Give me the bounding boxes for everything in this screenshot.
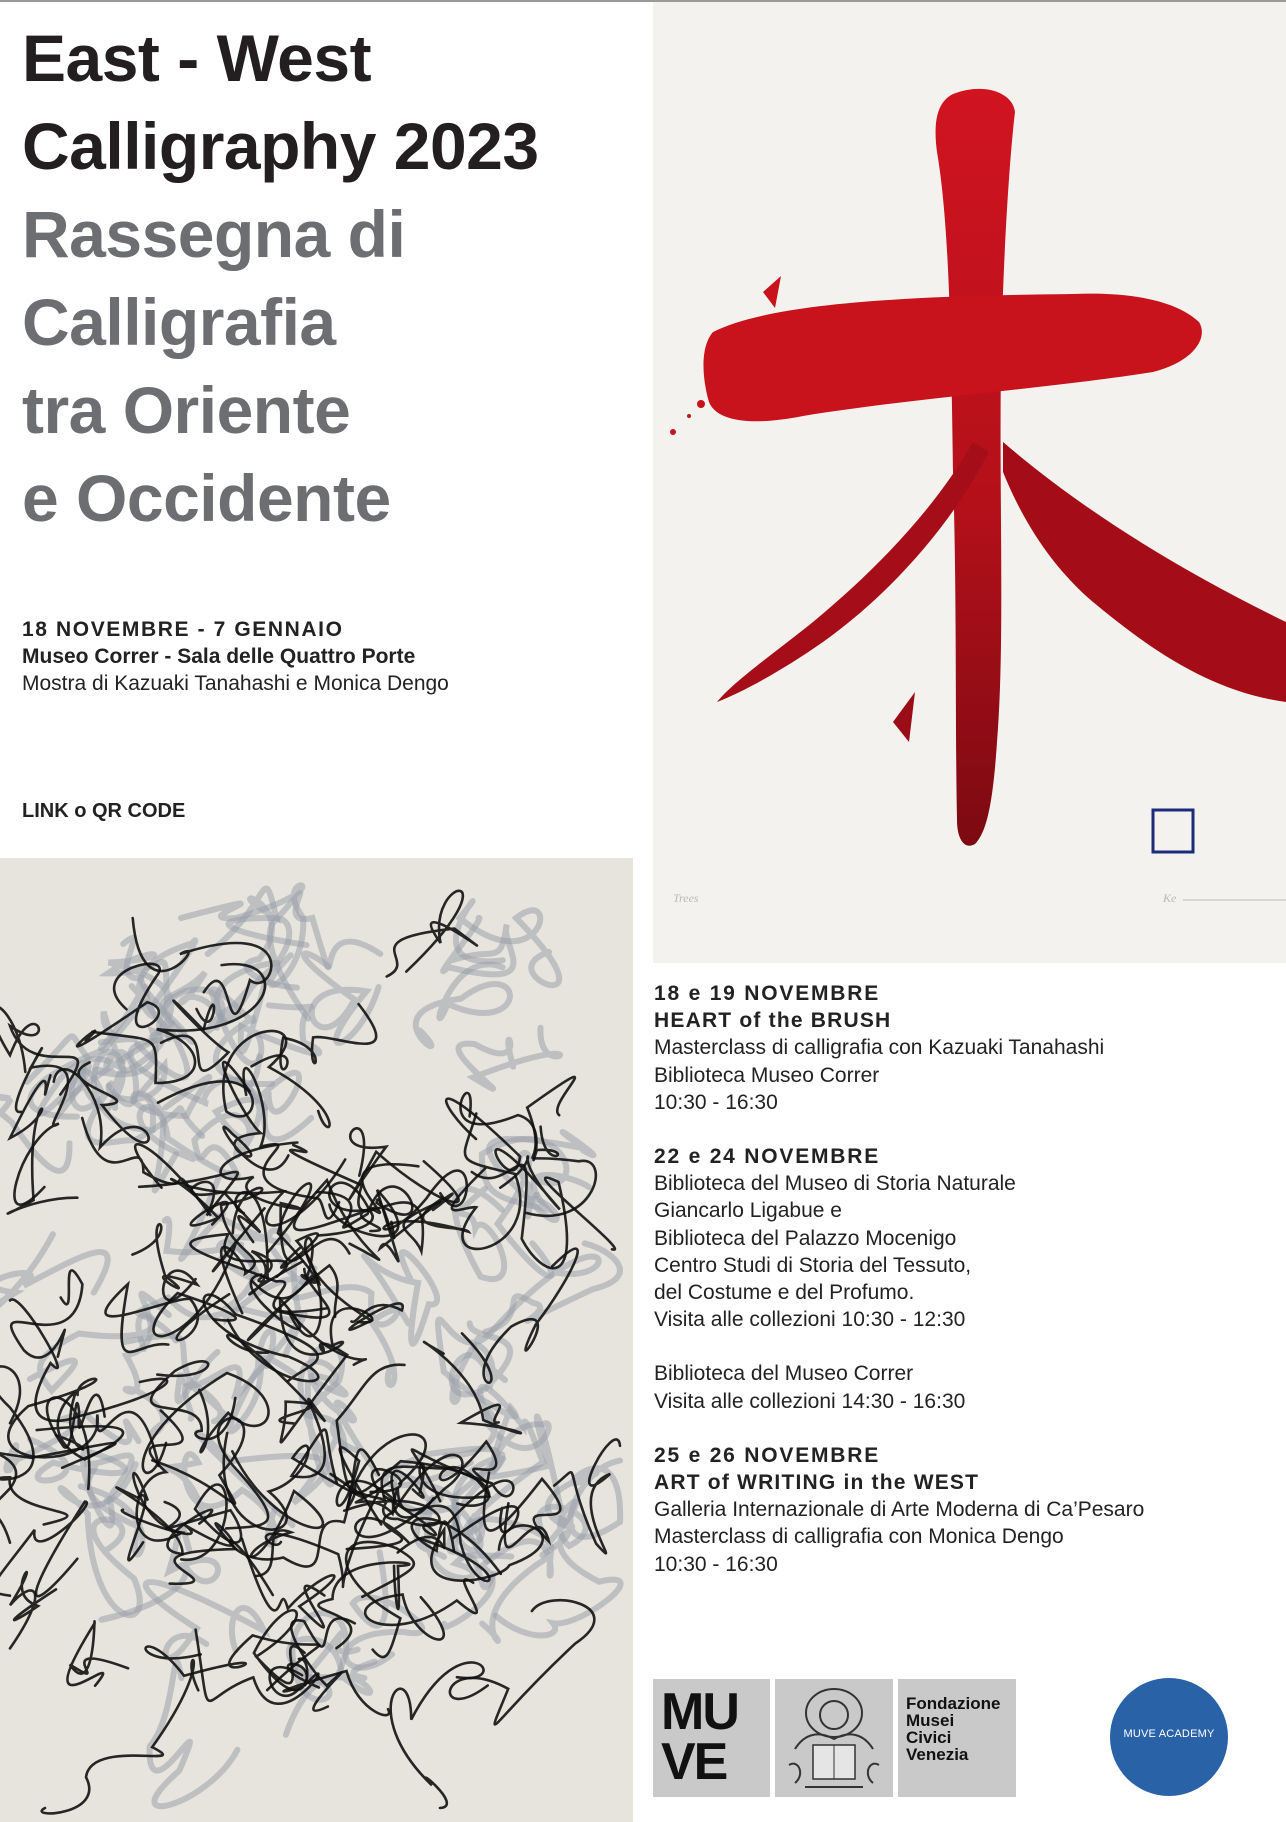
- subtitle-line-1: Rassegna di: [22, 197, 406, 271]
- event-2-line: Visita alle collezioni 10:30 - 12:30: [654, 1308, 966, 1332]
- scribble-stroke: [438, 1257, 599, 1402]
- event-2-line: Biblioteca del Museo Correr: [654, 1362, 914, 1386]
- red-tree-character: [653, 2, 1286, 963]
- subtitle-line-3: tra Oriente: [22, 373, 351, 447]
- scribble-stroke: [146, 1582, 264, 1658]
- event-3-line: Galleria Internazionale di Arte Moderna di Ca’Pesaro: [654, 1498, 1145, 1522]
- event-3-date: 25 e 26 NOVEMBRE: [654, 1443, 881, 1467]
- event-3: [654, 1442, 1274, 1578]
- scribble-stroke: [10, 1572, 56, 1648]
- event-2-line: Centro Studi di Storia del Tessuto,: [654, 1253, 972, 1277]
- events-list: [654, 980, 1274, 1605]
- exhibition-description: Mostra di Kazuaki Tanahashi e Monica Dengo: [22, 672, 449, 695]
- scribble-stroke: [0, 1502, 87, 1597]
- event-3-line: 10:30 - 16:30: [654, 1552, 778, 1576]
- event-2-line: Biblioteca del Palazzo Mocenigo: [654, 1226, 957, 1250]
- event-1-line: 10:30 - 16:30: [654, 1090, 778, 1114]
- event-2-date: 22 e 24 NOVEMBRE: [654, 1145, 881, 1169]
- subtitle-line-2: Calligrafia: [22, 285, 336, 359]
- muve-logo-text: MU: [661, 1683, 738, 1741]
- exhibition-dates: 18 NOVEMBRE - 7 GENNAIO: [22, 618, 344, 641]
- event-1: [654, 980, 1274, 1116]
- artwork-signature: Ke: [1163, 891, 1177, 905]
- link-qr-code[interactable]: LINK o QR CODE: [22, 800, 186, 822]
- event-1-date: 18 e 19 NOVEMBRE: [654, 982, 881, 1005]
- event-1-line: Biblioteca Museo Correr: [654, 1063, 880, 1087]
- muve-academy-label: MUVE ACADEMY: [1123, 1728, 1215, 1740]
- event-2-line: del Costume e del Profumo.: [654, 1281, 915, 1305]
- event-2-line: Visita alle collezioni 14:30 - 16:30: [654, 1389, 966, 1413]
- scribble-stroke: [67, 1621, 128, 1685]
- poster-title: [22, 14, 642, 542]
- event-2-line: Biblioteca del Museo di Storia Naturale: [654, 1172, 1016, 1196]
- title-line-1: East - West: [22, 21, 372, 95]
- title-line-2: Calligraphy 2023: [22, 109, 539, 183]
- event-2-spacer: [654, 1333, 1274, 1360]
- artwork-caption: Trees: [673, 891, 699, 905]
- right-falling-stroke: [1003, 442, 1286, 702]
- subtitle-line-4: e Occidente: [22, 461, 391, 535]
- scribble-stroke: [150, 1662, 238, 1806]
- event-1-line: Masterclass di calligrafia con Kazuaki Tanahashi: [654, 1036, 1105, 1060]
- event-3-line: Masterclass di calligrafia con Monica Dengo: [654, 1525, 1064, 1549]
- fondazione-logo-text: Fondazione: [906, 1694, 1001, 1713]
- fondazione-logo-text: Civici: [906, 1728, 952, 1747]
- event-1-title: HEART of the BRUSH: [654, 1009, 892, 1033]
- event-2: [654, 1143, 1274, 1415]
- scribble-stroke: [387, 891, 477, 977]
- fondazione-logo-text: Musei: [906, 1711, 955, 1730]
- muve-logo-text: VE: [661, 1733, 727, 1791]
- fondazione-logo-text: Venezia: [906, 1745, 969, 1764]
- red-calligraphy-artwork: [653, 2, 1286, 963]
- event-2-line: Giancarlo Ligabue e: [654, 1199, 842, 1223]
- artist-seal-icon: [1153, 810, 1193, 852]
- left-falling-stroke: [717, 442, 989, 702]
- scribble-stroke: [304, 954, 379, 1043]
- scribble-stroke: [460, 1093, 557, 1160]
- scribble-stroke: [61, 1464, 140, 1615]
- exhibition-venue: Museo Correr - Sala delle Quattro Porte: [22, 645, 416, 668]
- lion-of-saint-mark-icon: [775, 1679, 893, 1797]
- scribble-stroke: [132, 1224, 197, 1300]
- exhibition-info: [22, 616, 632, 697]
- event-3-title: ART of WRITING in the WEST: [654, 1471, 980, 1495]
- scribble-stroke: [459, 1028, 561, 1089]
- scribble-strokes: [0, 858, 633, 1822]
- muve-academy-logo[interactable]: [1110, 1678, 1228, 1796]
- scribble-stroke: [0, 1234, 108, 1318]
- muve-logo[interactable]: [653, 1679, 770, 1797]
- scribble-stroke: [391, 1662, 484, 1808]
- scribble-calligraphy-artwork: [0, 858, 633, 1822]
- fondazione-musei-logo[interactable]: [898, 1679, 1016, 1797]
